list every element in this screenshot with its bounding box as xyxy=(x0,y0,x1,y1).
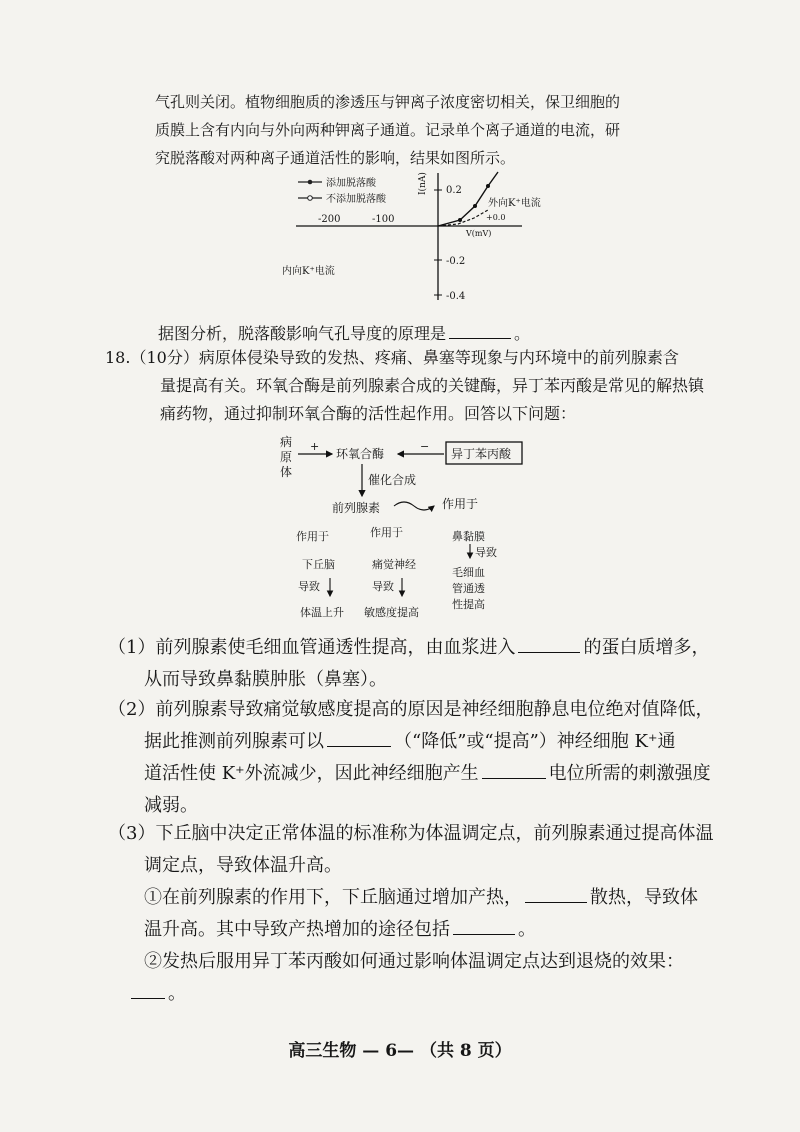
data-point xyxy=(458,218,462,222)
sub-question-3 xyxy=(108,818,748,1010)
q18-number: 18. xyxy=(105,348,131,367)
ibuprofen-label: 异丁苯丙酸 xyxy=(451,447,512,461)
q18-points: （10分） xyxy=(130,348,199,367)
col3-result-2: 管通透 xyxy=(452,582,485,595)
sub3-text-d2: 。 xyxy=(518,919,536,940)
q17-end: 。 xyxy=(514,324,531,343)
sub3-line-6 xyxy=(108,978,748,1010)
sub-question-1 xyxy=(108,632,748,696)
sub2-line-3 xyxy=(108,758,748,790)
tick-x-neg200: -200 xyxy=(318,214,341,225)
current-voltage-figure xyxy=(260,168,590,308)
outward-current-label: 外向K⁺电流 xyxy=(488,198,541,209)
intro-line-1: 气孔则关闭。植物细胞质的渗透压与钾离子浓度密切相关，保卫细胞的 xyxy=(155,93,621,111)
sub3-answer-blank-1[interactable] xyxy=(525,884,587,903)
data-point xyxy=(473,204,477,208)
sub3-line-4 xyxy=(108,914,748,946)
sub1-text-b: 的蛋白质增多， xyxy=(583,637,710,658)
col2-target: 痛觉神经 xyxy=(372,558,416,571)
intro-line-3: 究脱落酸对两种离子通道活性的影响，结果如图所示。 xyxy=(155,149,516,167)
sub2-line-1 xyxy=(108,694,748,726)
legend-without-label: 不添加脱落酸 xyxy=(326,194,386,205)
sub3-line-1 xyxy=(108,818,748,850)
sub1-line-1 xyxy=(108,632,748,664)
col1-result: 体温上升 xyxy=(300,606,344,619)
sub3-label: （3） xyxy=(108,823,156,844)
sub2-text-d: 道活性使 K⁺外流减少，因此神经细胞产生 xyxy=(144,763,479,784)
sub2-answer-blank-2[interactable] xyxy=(482,760,546,779)
sub-question-2 xyxy=(108,694,748,822)
acts-on-wave-arrow xyxy=(394,502,434,510)
tick-x-neg100: -100 xyxy=(372,214,395,225)
page-footer: 高三生物 — 6— （共 8 页） xyxy=(288,1041,512,1061)
sub3-text-c1: ①在前列腺素的作用下，下丘脑通过增加产热， xyxy=(144,887,522,908)
sub2-answer-blank-1[interactable] xyxy=(327,728,391,747)
col2-result: 敏感度提高 xyxy=(364,606,419,619)
tick-y-pos02: 0.2 xyxy=(446,185,462,196)
pathogen-char-3: 体 xyxy=(280,465,293,479)
col3-target: 鼻黏膜 xyxy=(452,530,485,543)
col2-act: 作用于 xyxy=(370,526,403,539)
col3-result-1: 毛细血 xyxy=(452,566,485,579)
pathogen-char-2: 原 xyxy=(280,450,293,464)
plus-sign: + xyxy=(310,440,320,453)
q18-line-3: 痛药物，通过抑制环氧合酶的活性起作用。回答以下问题： xyxy=(160,404,577,423)
col1-lead: 导致 xyxy=(298,580,320,593)
q18-stem-1: 病原体侵染导致的发热、疼痛、鼻塞等现象与内环境中的前列腺素含 xyxy=(198,348,679,367)
minus-sign: − xyxy=(420,440,430,453)
pathogen-char-1: 病 xyxy=(280,435,293,449)
sub3-line-3 xyxy=(108,882,748,914)
col2-lead: 导致 xyxy=(372,580,394,593)
sub1-label: （1） xyxy=(108,637,156,658)
q18-stem xyxy=(105,344,705,428)
sub2-line-2 xyxy=(108,726,748,758)
legend-without-marker xyxy=(308,196,313,201)
sub3-text-c2: 散热，导致体 xyxy=(590,887,698,908)
q18-line-2: 量提高有关。环氧合酶是前列腺素合成的关键酶，异丁苯丙酸是常见的解热镇 xyxy=(160,376,705,395)
sub2-text-a: 前列腺素导致痛觉敏感度提高的原因是神经细胞静息电位绝对值降低， xyxy=(155,699,714,720)
tick-y-neg02: -0.2 xyxy=(446,256,466,267)
col3-result-3: 性提高 xyxy=(452,598,485,611)
sub2-label: （2） xyxy=(108,699,156,720)
legend-with-marker xyxy=(308,180,313,185)
sub3-text-d1: 温升高。其中导致产热增加的途径包括 xyxy=(144,919,450,940)
sub3-text-a: 下丘脑中决定正常体温的标准称为体温调定点，前列腺素通过提高体温 xyxy=(155,823,714,844)
sub3-answer-blank-3[interactable] xyxy=(131,980,165,999)
col1-act: 作用于 xyxy=(296,530,329,543)
tick-near-origin: +0.0 xyxy=(486,213,506,222)
prostaglandin-label: 前列腺素 xyxy=(332,501,381,515)
sub3-line-2: 调定点，导致体温升高。 xyxy=(144,855,342,876)
col3-lead: 导致 xyxy=(475,546,497,559)
intro-paragraph xyxy=(155,88,675,172)
prostaglandin-diagram xyxy=(270,430,530,625)
acts-on-label: 作用于 xyxy=(442,497,479,511)
col1-target: 下丘脑 xyxy=(302,558,335,571)
sub1-text-a: 前列腺素使毛细血管通透性提高，由血浆进入 xyxy=(155,637,516,658)
sub3-line-5: ②发热后服用异丁苯丙酸如何通过影响体温调定点达到退烧的效果： xyxy=(144,951,684,972)
cox-label: 环氧合酶 xyxy=(336,447,385,461)
sub1-answer-blank[interactable] xyxy=(518,634,580,653)
sub3-text-f: 。 xyxy=(168,983,186,1004)
sub2-text-c: （“降低”或“提高”）神经细胞 K⁺通 xyxy=(394,731,676,752)
sub2-text-b: 据此推测前列腺素可以 xyxy=(144,731,324,752)
q18-line-1 xyxy=(105,344,705,372)
y-axis-label: I(nA) xyxy=(418,172,428,195)
data-point xyxy=(486,184,490,188)
tick-y-neg04: -0.4 xyxy=(446,291,466,302)
sub1-line-2: 从而导致鼻黏膜肿胀（鼻塞）。 xyxy=(144,669,387,690)
sub2-line-4: 减弱。 xyxy=(144,795,198,816)
q17-answer-blank[interactable] xyxy=(449,320,511,339)
q17-text: 据图分析，脱落酸影响气孔导度的原理是 xyxy=(158,324,447,343)
intro-line-2: 质膜上含有内向与外向两种钾离子通道。记录单个离子通道的电流，研 xyxy=(155,121,621,139)
legend-with-label: 添加脱落酸 xyxy=(326,178,376,189)
sub2-text-e: 电位所需的刺激强度 xyxy=(548,763,711,784)
sub3-answer-blank-2[interactable] xyxy=(453,916,515,935)
x-axis-label: V(mV) xyxy=(466,229,492,238)
catalyze-label: 催化合成 xyxy=(368,473,417,487)
inward-current-label: 内向K⁺电流 xyxy=(282,266,335,277)
